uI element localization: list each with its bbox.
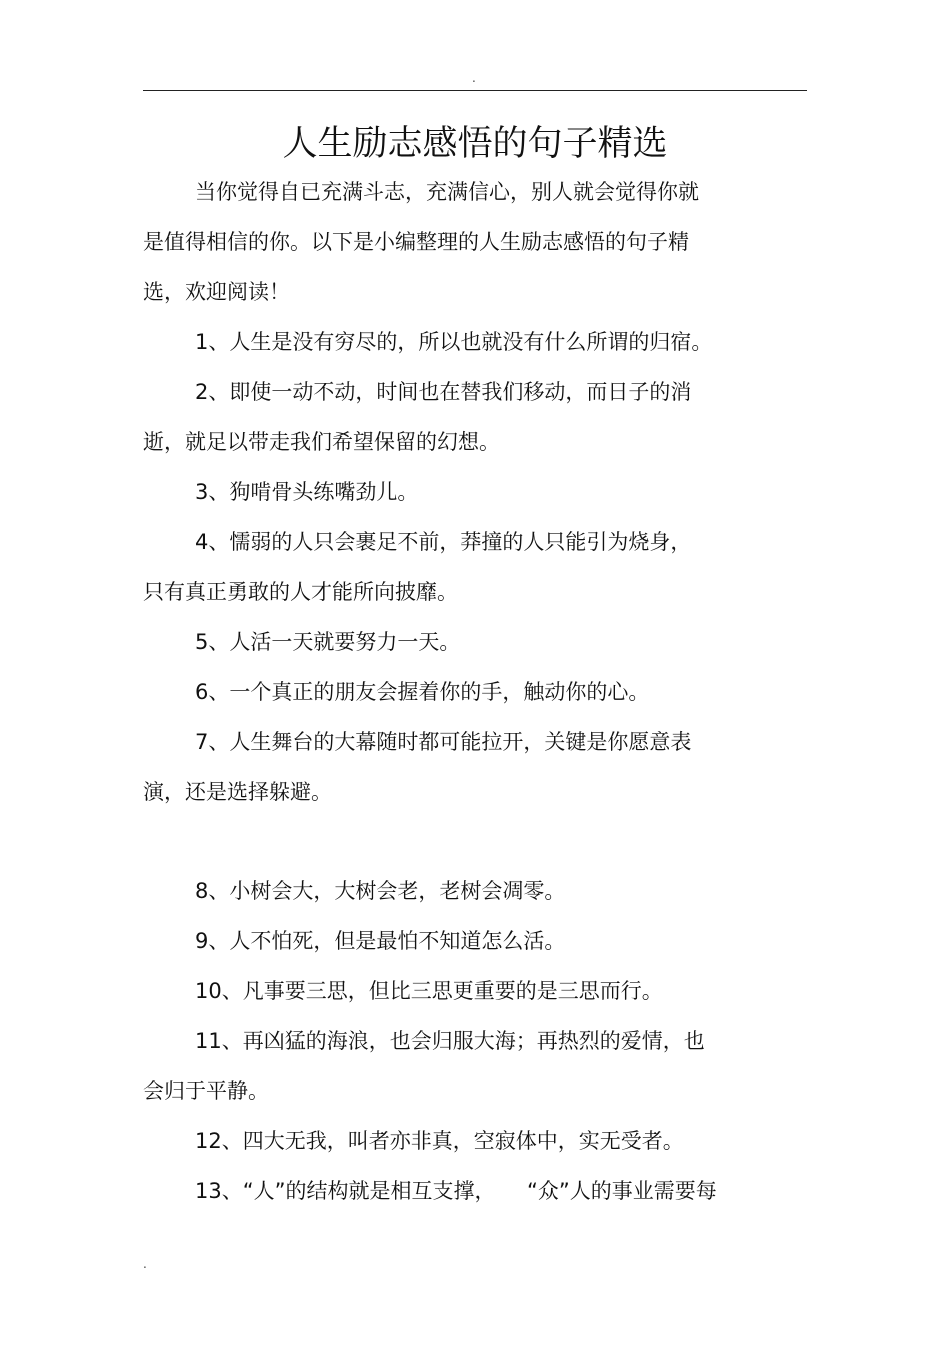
intro-line: 选，欢迎阅读！ xyxy=(143,280,290,304)
list-item-continuation: 只有真正勇敢的人才能所向披靡。 xyxy=(143,580,458,604)
list-item: 12、四大无我，叫者亦非真，空寂体中，实无受者。 xyxy=(195,1129,684,1153)
list-item-continuation: 演，还是选择躲避。 xyxy=(143,780,332,804)
list-item: 3、狗啃骨头练嘴劲儿。 xyxy=(195,480,419,504)
list-item: 1、人生是没有穷尽的，所以也就没有什么所谓的归宿。 xyxy=(195,330,713,354)
list-item: 2、即使一动不动，时间也在替我们移动，而日子的消 xyxy=(195,380,692,404)
footer-dot: . xyxy=(143,1257,147,1271)
list-item: 4、懦弱的人只会裹足不前，莽撞的人只能引为烧身， xyxy=(195,530,692,554)
list-item: 13、“人”的结构就是相互支撑， “众”人的事业需要每 xyxy=(195,1179,717,1203)
list-item: 5、人活一天就要努力一天。 xyxy=(195,630,461,654)
intro-line: 当你觉得自已充满斗志，充满信心，别人就会觉得你就 xyxy=(195,180,699,204)
page-title: 人生励志感悟的句子精选 xyxy=(282,124,668,164)
list-item-continuation: 会归于平静。 xyxy=(143,1079,269,1103)
list-item: 8、小树会大，大树会老，老树会凋零。 xyxy=(195,879,566,903)
header-dot: . xyxy=(472,71,476,85)
list-item: 9、人不怕死，但是最怕不知道怎么活。 xyxy=(195,929,566,953)
intro-line: 是值得相信的你。以下是小编整理的人生励志感悟的句子精 xyxy=(143,230,689,254)
list-item: 10、凡事要三思，但比三思更重要的是三思而行。 xyxy=(195,979,663,1003)
list-item: 7、人生舞台的大幕随时都可能拉开，关键是你愿意表 xyxy=(195,730,692,754)
header-rule xyxy=(143,90,807,91)
list-item: 6、一个真正的朋友会握着你的手，触动你的心。 xyxy=(195,680,650,704)
list-item-continuation: 逝，就足以带走我们希望保留的幻想。 xyxy=(143,430,500,454)
list-item: 11、再凶猛的海浪，也会归服大海；再热烈的爱情，也 xyxy=(195,1029,705,1053)
